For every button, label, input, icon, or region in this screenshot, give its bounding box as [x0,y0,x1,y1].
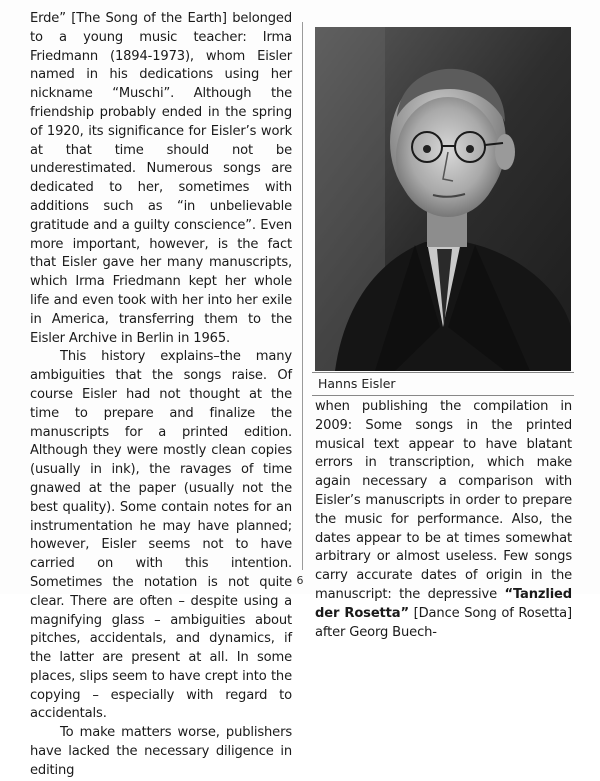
continuation-text-end: [Dance Song of Rosetta] after Georg Buech- [315,605,573,640]
photo-caption-bar [312,372,574,396]
continuation-text: when publishing the compilation in 2009: Some songs in the printed musical text appear to have blatant errors in transcription, which make again necessary a comparison with Eisler’s manuscripts in order to prepare the music for performance. Also, the dates appear to be at times somewhat arbitrary or almost useless. Few songs carry accurate dates of origin in the manuscript: the depressive [315,399,572,602]
portrait-photo [315,27,571,371]
column-divider [302,22,303,570]
left-text-column [30,10,292,781]
page-number: 6 [296,574,304,587]
right-text-column [315,398,572,642]
paragraph-continuation [315,398,572,642]
paragraph-1: Erde” [The Song of the Earth] belonged to a young music teacher: Irma Friedmann (1894-1973), whom Eisler named in his dedications using her nickname “Muschi”. Although the friendship probably ended in the spring of 1920, its significance for Eisler’s work at that time should not be underestimated. Numerous songs are dedicated to her, sometimes with additions such as “in unbelievable gratitude and a guilty conscience”. Even more important, however, is the fact that Eisler gave her many manuscripts, which Irma Friedmann kept her whole life and even took with her into her exile in America, transferring them to the Eisler Archive in Berlin in 1965. [30,11,292,346]
paragraph-3: To make matters worse, publishers have lacked the necessary diligence in editing [30,725,292,778]
song-title: “Tanzlied der Rosetta” [315,586,572,621]
paragraph-2: This history explains–the many ambiguities that the songs raise. Of course Eisler had not thought at the time to prepare and finalize the manuscripts for a printed edition. Although they were mostly clean copies (usually in ink), the ravages of time gnawed at the paper (usually not the best quality). Some contain notes for an instrumentation he may have planned; however, Eisler seems not to have carried on with this intention. Sometimes the notation is not quite clear. There are often – despite using a magnifying glass – ambiguities about pitches, accidentals, and dynamics, if the latter are present at all. In some places, slips seem to have crept into the copying – especially with regard to accidentals. [30,349,292,722]
photo-caption: Hanns Eisler [318,376,396,391]
